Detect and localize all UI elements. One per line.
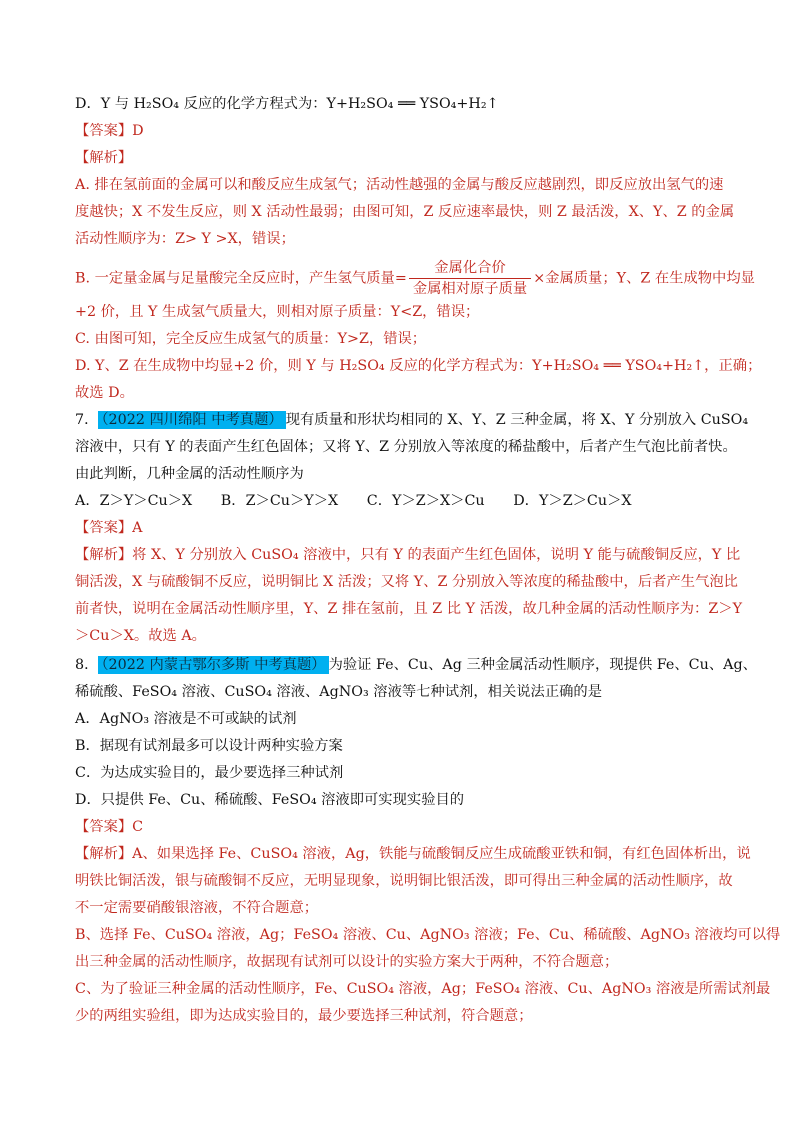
analysis-text: 铜活泼，X 与硫酸铜不反应，说明铜比 X 活泼；又将 Y、Z 分别放入等浓度的稀盐酸中，后者产生气泡比 (75, 574, 738, 590)
analysis-text: 【解析】A、如果选择 Fe、CuSO₄ 溶液，Ag，铁能与硫酸铜反应生成硫酸亚铁和铜，有红色固体析出，说 (75, 846, 751, 862)
analysis-text: B、选择 Fe、CuSO₄ 溶液，Ag；FeSO₄ 溶液、Cu、AgNO₃ 溶液；Fe、Cu、稀硫酸、AgNO₃ 溶液均可以得 (75, 927, 781, 943)
analysis-text: 明铁比铜活泼，银与硫酸铜不反应，无明显现象，说明铜比银活泼，即可得出三种金属的活动性顺序，故 (75, 873, 733, 889)
question-text: 现有质量和形状均相同的 X、Y、Z 三种金属，将 X、Y 分别放入 CuSO₄ (285, 412, 749, 428)
analysis-text: ×金属质量；Y、Z 在生成物中均显 (533, 270, 755, 287)
source-badge: （2022 内蒙古鄂尔多斯 中考真题） (98, 656, 328, 674)
option-d-line: D．Y 与 H₂SO₄ 反应的化学方程式为：Y+H₂SO₄ ══ YSO₄+H₂↑ (75, 96, 499, 112)
option-a: A．AgNO₃ 溶液是不可或缺的试剂 (75, 711, 297, 727)
source-badge: （2022 四川绵阳 中考真题） (98, 411, 285, 429)
analysis-text: 出三种金属的活动性顺序，故据现有试剂可以设计的实验方案大于两种，不符合题意； (75, 954, 619, 970)
analysis-text: +2 价，且 Y 生成氢气质量大，则相对原子质量：Y<Z，错误； (75, 304, 480, 320)
analysis-text: C. 由图可知，完全反应生成氢气的质量：Y>Z，错误； (75, 331, 427, 347)
analysis-text: 故选 D。 (75, 385, 134, 401)
analysis-formula-line (75, 258, 755, 299)
analysis-text: 不一定需要硝酸银溶液，不符合题意； (75, 900, 319, 916)
option-d: D．只提供 Fe、Cu、稀硫酸、FeSO₄ 溶液即可实现实验目的 (75, 792, 465, 808)
analysis-text: 【解析】将 X、Y 分别放入 CuSO₄ 溶液中，只有 Y 的表面产生红色固体，说明 Y 能与硫酸铜反应，Y 比 (75, 547, 741, 563)
question-text: 稀硫酸、FeSO₄ 溶液、CuSO₄ 溶液、AgNO₃ 溶液等七种试剂，相关说法正确的是 (75, 684, 603, 700)
answer-label: 【答案】D (75, 123, 144, 139)
question-text: 为验证 Fe、Cu、Ag 三种金属活动性顺序，现提供 Fe、Cu、Ag、 (328, 657, 757, 673)
analysis-text: 少的两组实验组，即为达成实验目的，最少要选择三种试剂，符合题意； (75, 1008, 533, 1024)
question-8-stem (75, 655, 757, 675)
analysis-text: A. 排在氢前面的金属可以和酸反应生成氢气；活动性越强的金属与酸反应越剧烈，即反应放出氢气的速 (75, 177, 724, 193)
question-number: 7． (75, 412, 99, 428)
analysis-text: D. Y、Z 在生成物中均显+2 价，则 Y 与 H₂SO₄ 反应的化学方程式为：Y+H₂SO₄ ══ YSO₄+H₂↑，正确； (75, 358, 762, 374)
question-text: 溶液中，只有 Y 的表面产生红色固体；又将 Y、Z 分别放入等浓度的稀盐酸中，后者产生气泡比前者快。 (75, 439, 737, 455)
option-c: C．为达成实验目的，最少要选择三种试剂 (75, 765, 344, 781)
analysis-text: 度越快；X 不发生反应，则 X 活动性最弱；由图可知，Z 反应速率最快，则 Z 最活泼，X、Y、Z 的金属 (75, 204, 735, 220)
question-7-stem (75, 410, 748, 430)
analysis-text: 前者快，说明在金属活动性顺序里，Y、Z 排在氢前，且 Z 比 Y 活泼，故几种金属的活动性顺序为：Z＞Y (75, 601, 743, 617)
question-number: 8． (75, 657, 99, 673)
fraction (409, 258, 531, 299)
question-options: A．Z＞Y＞Cu＞X B．Z＞Cu＞Y＞X C．Y＞Z＞X＞Cu D．Y＞Z＞Cu＞X (75, 493, 632, 509)
answer-label: 【答案】C (75, 819, 144, 835)
option-b: B．据现有试剂最多可以设计两种实验方案 (75, 738, 343, 754)
analysis-label: 【解析】 (75, 150, 133, 166)
analysis-text: ＞Cu＞X。故选 A。 (75, 628, 206, 644)
analysis-text: B. 一定量金属与足量酸完全反应时，产生氢气质量= (75, 270, 407, 287)
answer-label: 【答案】A (75, 520, 143, 536)
fraction-denominator: 金属相对原子质量 (412, 281, 528, 297)
analysis-text: C、为了验证三种金属的活动性顺序，Fe、CuSO₄ 溶液，Ag；FeSO₄ 溶液、Cu、AgNO₃ 溶液是所需试剂最 (75, 981, 771, 997)
fraction-numerator: 金属化合价 (409, 258, 531, 279)
question-text: 由此判断，几种金属的活动性顺序为 (75, 466, 304, 482)
analysis-text: 活动性顺序为：Z> Y >X，错误； (75, 231, 295, 247)
